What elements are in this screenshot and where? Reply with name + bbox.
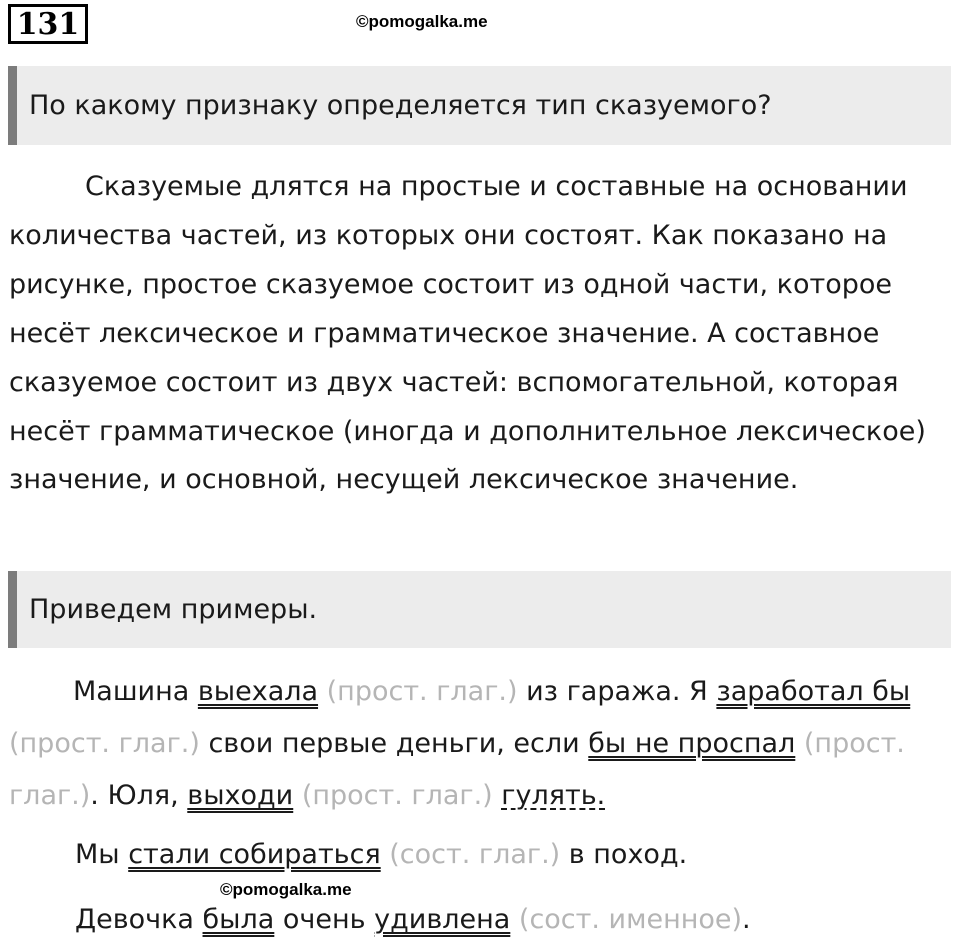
example-text: Машина	[73, 676, 198, 707]
predicate-type-note: (прост. глаг.)	[9, 728, 905, 811]
predicate-type-note: (прост. глаг.)	[9, 728, 200, 759]
example-text: в поход.	[560, 839, 688, 870]
question-heading: По какому признаку определяется тип сказуемого?	[8, 66, 951, 145]
example-text: . Юля,	[90, 780, 188, 811]
predicate: стали собираться	[128, 839, 381, 870]
example-text: .	[742, 904, 751, 935]
watermark: ©pomogalka.me	[356, 12, 488, 31]
predicate-type-note: (прост. глаг.)	[293, 780, 493, 811]
predicate-type-note: (сост. глаг.)	[380, 839, 561, 870]
circumstance: гулять.	[501, 780, 606, 811]
example-paragraph	[9, 666, 949, 822]
predicate: бы не проспал	[588, 728, 796, 759]
examples-heading: Приведем примеры.	[8, 571, 951, 648]
predicate: выходи	[187, 780, 294, 811]
example-text: Мы	[75, 839, 129, 870]
predicate: выехала	[197, 676, 319, 707]
watermark: ©pomogalka.me	[220, 880, 352, 899]
answer-paragraph	[9, 163, 949, 505]
example-text	[493, 780, 502, 811]
example-text: из гаража. Я	[517, 676, 717, 707]
example-text: очень	[274, 904, 375, 935]
predicate-type-note: (прост. глаг.)	[318, 676, 518, 707]
example-text: свои первые деньги, если	[199, 728, 589, 759]
predicate: удивлена	[374, 904, 511, 935]
example-line	[75, 898, 751, 942]
predicate: заработал бы	[716, 676, 911, 707]
example-line	[75, 833, 687, 877]
predicate: была	[202, 904, 275, 935]
answer-text: Сказуемые длятся на простые и составные на основании количества частей, из которых они состоят. Как показано на рисунке, простое сказуемое состоит из одной части, которое несёт лексическое и грамматическое значение. А составное сказуемое состоит из двух частей: вспомогательной, которая несёт грамматическое (иногда и дополнительное лексическое) значение, и основной, несущей лексическое значение.	[9, 171, 926, 496]
task-number: 131	[8, 4, 88, 44]
example-text: Девочка	[75, 904, 203, 935]
predicate-type-note: (сост. именное)	[510, 904, 743, 935]
